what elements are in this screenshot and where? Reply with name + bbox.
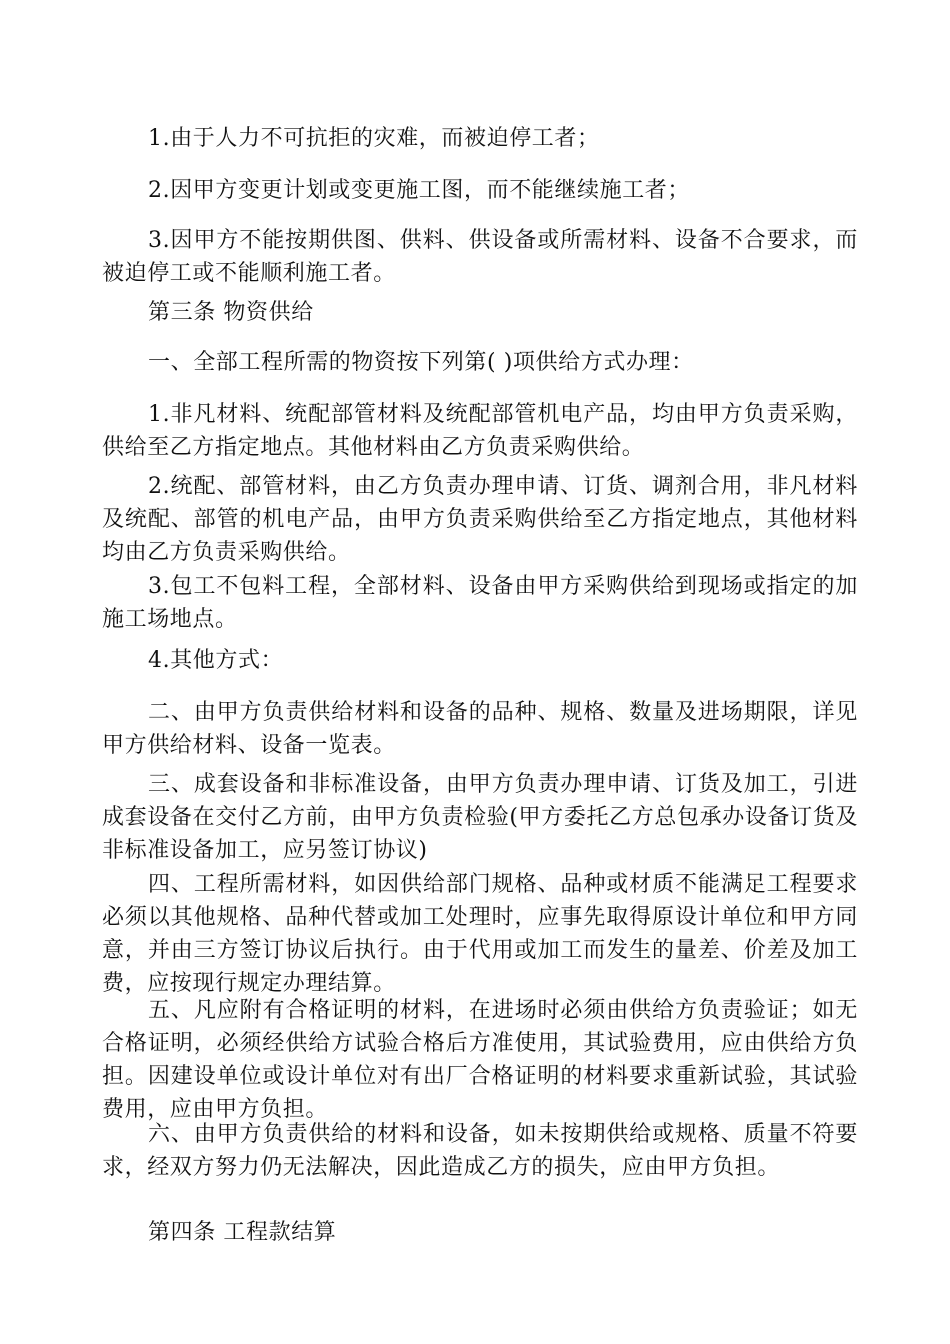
section-5-certification: 五、凡应附有合格证明的材料，在进场时必须由供给方负责验证；如无合格证明，必须经供给方试验合格后方准使用，其试验费用，应由供给方负担。因建设单位或设计单位对有出厂合格证明的材料要求重新试验，其试验费用，应由甲方负担。	[102, 998, 858, 1122]
article-4-heading: 第四条 工程款结算	[148, 1220, 337, 1245]
section-3-equipment: 三、成套设备和非标准设备，由甲方负责办理申请、订货及加工，引进成套设备在交付乙方前，由甲方负责检验(甲方委托乙方总包承办设备订货及非标准设备加工，应另签订协议)	[102, 772, 858, 863]
supply-option-3: 3.包工不包料工程，全部材料、设备由甲方采购供给到现场或指定的加施工场地点。	[102, 574, 858, 632]
section-1-supply-method: 一、全部工程所需的物资按下列第( )项供给方式办理：	[148, 350, 694, 375]
section-4-substitution: 四、工程所需材料，如因供给部门规格、品种或材质不能满足工程要求必须以其他规格、品种代替或加工处理时，应事先取得原设计单位和甲方同意，并由三方签订协议后执行。由于代用或加工而发生的量差、价差及加工费，应按现行规定办理结算。	[102, 872, 858, 996]
supply-option-1: 1.非凡材料、统配部管材料及统配部管机电产品，均由甲方负责采购，供给至乙方指定地点。其他材料由乙方负责采购供给。	[102, 402, 858, 460]
clause-design-change: 2.因甲方变更计划或变更施工图，而不能继续施工者；	[148, 178, 690, 203]
clause-supply-delay: 3.因甲方不能按期供图、供料、供设备或所需材料、设备不合要求，而被迫停工或不能顺利施工者。	[102, 228, 858, 286]
supply-option-4: 4.其他方式：	[148, 648, 284, 673]
supply-option-2: 2.统配、部管材料，由乙方负责办理申请、订货、调剂合用，非凡材料及统配、部管的机电产品，由甲方负责采购供给至乙方指定地点，其他材料均由乙方负责采购供给。	[102, 474, 858, 565]
clause-force-majeure: 1.由于人力不可抗拒的灾难，而被迫停工者；	[148, 126, 600, 151]
section-6-liability: 六、由甲方负责供给的材料和设备，如未按期供给或规格、质量不符要求，经双方努力仍无法解决，因此造成乙方的损失，应由甲方负担。	[102, 1122, 858, 1180]
article-3-heading: 第三条 物资供给	[148, 300, 314, 325]
section-2-material-list: 二、由甲方负责供给材料和设备的品种、规格、数量及进场期限，详见甲方供给材料、设备一览表。	[102, 700, 858, 758]
